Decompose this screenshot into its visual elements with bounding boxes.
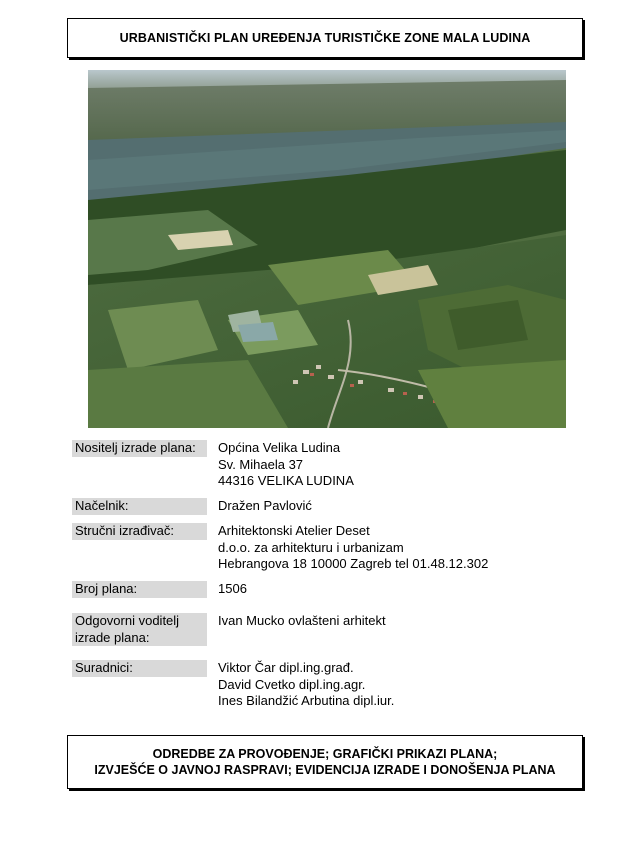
aerial-photo (88, 70, 566, 428)
info-label: Suradnici: (72, 660, 207, 677)
info-values (218, 498, 588, 515)
info-values (218, 440, 588, 490)
info-value: Hebrangova 18 10000 Zagreb tel 01.48.12.302 (218, 556, 489, 571)
info-label: Odgovorni voditelj izrade plana: (72, 613, 207, 646)
info-label: Stručni izrađivač: (72, 523, 207, 540)
info-values (218, 660, 588, 710)
info-value: David Cvetko dipl.ing.agr. (218, 676, 366, 692)
document-title: URBANISTIČKI PLAN UREĐENJA TURISTIČKE ZONE MALA LUDINA (67, 18, 583, 58)
info-label: Nositelj izrade plana: (72, 440, 207, 457)
info-values (218, 581, 588, 598)
info-label: Broj plana: (72, 581, 207, 598)
info-value: 1506 (218, 581, 247, 596)
info-value: Arhitektonski Atelier Deset (218, 523, 370, 538)
contents-line: IZVJEŠĆE O JAVNOJ RASPRAVI; EVIDENCIJA IZRADE I DONOŠENJA PLANA (94, 763, 556, 777)
contents-line: ODREDBE ZA PROVOĐENJE; GRAFIČKI PRIKAZI PLANA; (152, 747, 498, 761)
info-value: d.o.o. za arhitekturu i urbanizam (218, 539, 404, 555)
info-value: Ivan Mucko ovlašteni arhitekt (218, 613, 386, 628)
info-value: Dražen Pavlović (218, 498, 312, 513)
info-values (218, 523, 588, 573)
info-value: 44316 VELIKA LUDINA (218, 473, 354, 488)
info-value: Viktor Čar dipl.ing.građ. (218, 660, 354, 675)
info-value: Sv. Mihaela 37 (218, 456, 304, 472)
info-values (218, 613, 588, 630)
info-label: Načelnik: (72, 498, 207, 515)
info-value: Općina Velika Ludina (218, 440, 341, 455)
info-value: Ines Bilandžić Arbutina dipl.iur. (218, 693, 395, 708)
contents-box (67, 735, 583, 789)
